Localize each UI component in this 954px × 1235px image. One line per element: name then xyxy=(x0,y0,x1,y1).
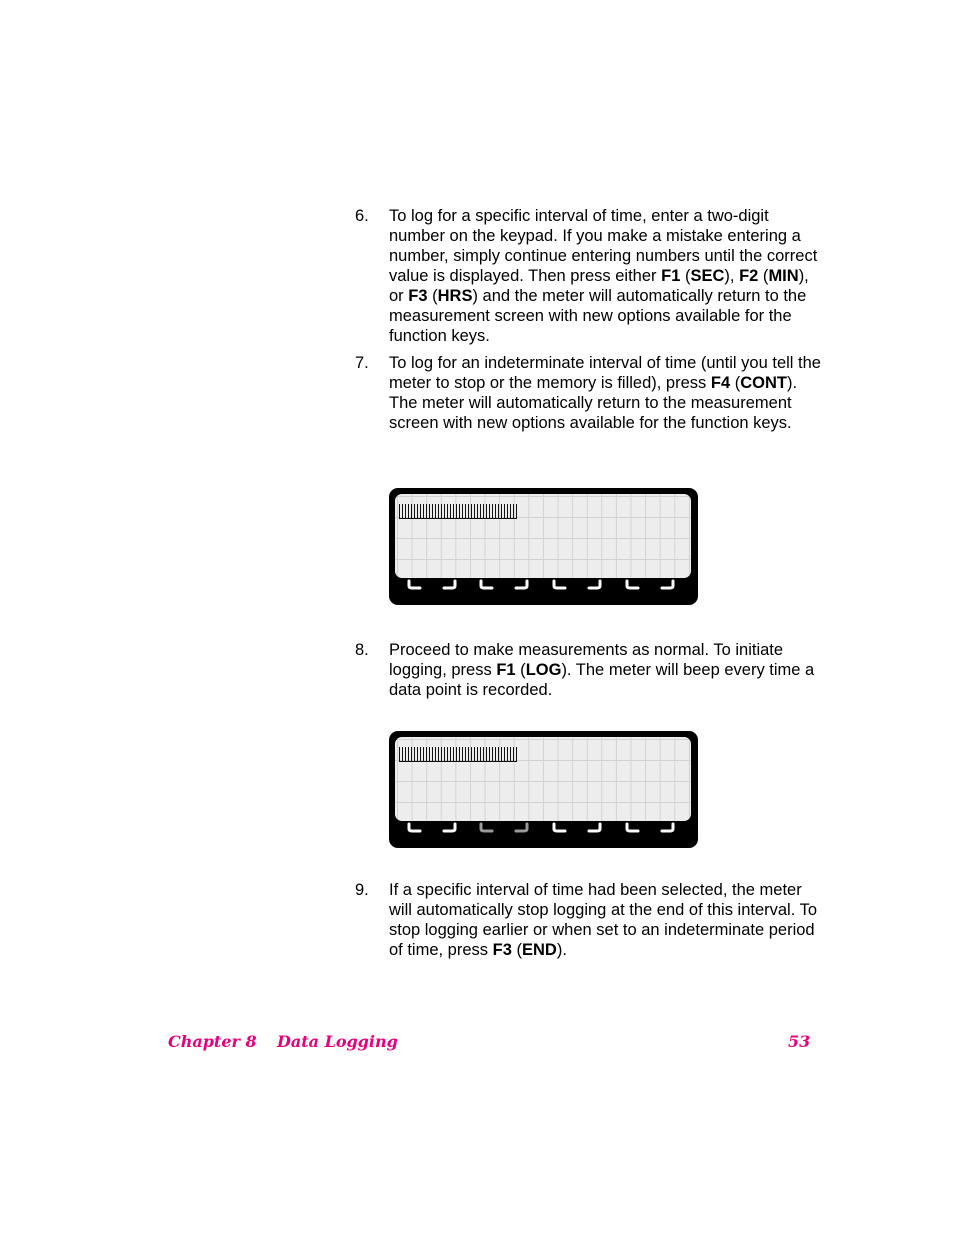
step-text xyxy=(389,206,825,346)
key-label: F4 xyxy=(710,374,731,392)
text-run: ). xyxy=(556,941,567,959)
lcd-screen xyxy=(395,494,691,578)
function-key-3-marker xyxy=(554,581,600,588)
key-label: F1 xyxy=(661,267,681,285)
function-key-2-marker xyxy=(481,824,527,831)
step-6 xyxy=(355,206,825,346)
function-key-3-marker xyxy=(554,824,600,831)
key-label: F2 xyxy=(739,267,759,285)
footer-chapter: Chapter 8 xyxy=(168,1032,257,1051)
step-9 xyxy=(355,880,825,960)
function-key-4-marker xyxy=(627,824,673,831)
text-run: ( xyxy=(515,661,526,679)
text-run: ) and the meter will automatically return to the measurement screen with new options available for the function keys. xyxy=(389,287,807,345)
text-run: ( xyxy=(511,941,522,959)
function-key-1-marker xyxy=(409,581,455,588)
function-key-markers xyxy=(389,821,698,848)
text-run: If a specific interval of time had been selected, the meter will automatically stop logging at the end of this interval. To stop logging earlier or when set to an indeterminate period of time, press xyxy=(389,881,818,959)
text-run: ), xyxy=(724,267,740,285)
key-label: END xyxy=(521,941,557,959)
function-key-brackets xyxy=(389,821,698,848)
key-label: HRS xyxy=(437,287,473,305)
key-label: F3 xyxy=(408,287,428,305)
step-text xyxy=(389,880,825,960)
text-run: Proceed to make measurements as normal. To initiate logging, press xyxy=(389,641,784,679)
lcd-display-illustration xyxy=(389,488,698,605)
text-run: To log for a specific interval of time, enter a two-digit number on the keypad. If you make a mistake entering a number, simply continue entering numbers until the correct value is displayed. Then press either xyxy=(389,207,818,285)
step-8 xyxy=(355,640,825,700)
lcd-screen xyxy=(395,737,691,821)
text-run: To log for an indeterminate interval of time (until you tell the meter to stop or the memory is filled), press xyxy=(389,354,821,392)
text-run: ), or xyxy=(389,267,809,305)
step-number: 9. xyxy=(355,881,369,899)
step-number: 6. xyxy=(355,207,369,225)
text-run: ( xyxy=(427,287,438,305)
key-label: F3 xyxy=(492,941,512,959)
function-key-4-marker xyxy=(627,581,673,588)
step-7 xyxy=(355,353,825,433)
key-label: MIN xyxy=(768,267,799,285)
lcd-tick-marks xyxy=(399,504,517,519)
function-key-brackets xyxy=(389,578,698,605)
step-text xyxy=(389,353,825,433)
step-number: 7. xyxy=(355,354,369,372)
key-label: LOG xyxy=(525,661,562,679)
text-run: ( xyxy=(680,267,691,285)
key-label: CONT xyxy=(740,374,787,392)
text-run: ). The meter will beep every time a data point is recorded. xyxy=(389,661,815,699)
text-run: ( xyxy=(758,267,769,285)
text-run: ( xyxy=(730,374,741,392)
key-label: F1 xyxy=(496,661,516,679)
function-key-markers xyxy=(389,578,698,605)
footer-title: Data Logging xyxy=(277,1032,398,1051)
key-label: SEC xyxy=(690,267,725,285)
page-number: 53 xyxy=(788,1032,811,1051)
step-number: 8. xyxy=(355,641,369,659)
step-text xyxy=(389,640,825,700)
lcd-display-illustration xyxy=(389,731,698,848)
text-run: ). The meter will automatically return to the measurement screen with new options available for the function keys. xyxy=(389,374,798,432)
lcd-tick-marks xyxy=(399,747,517,762)
function-key-1-marker xyxy=(409,824,455,831)
function-key-2-marker xyxy=(481,581,527,588)
